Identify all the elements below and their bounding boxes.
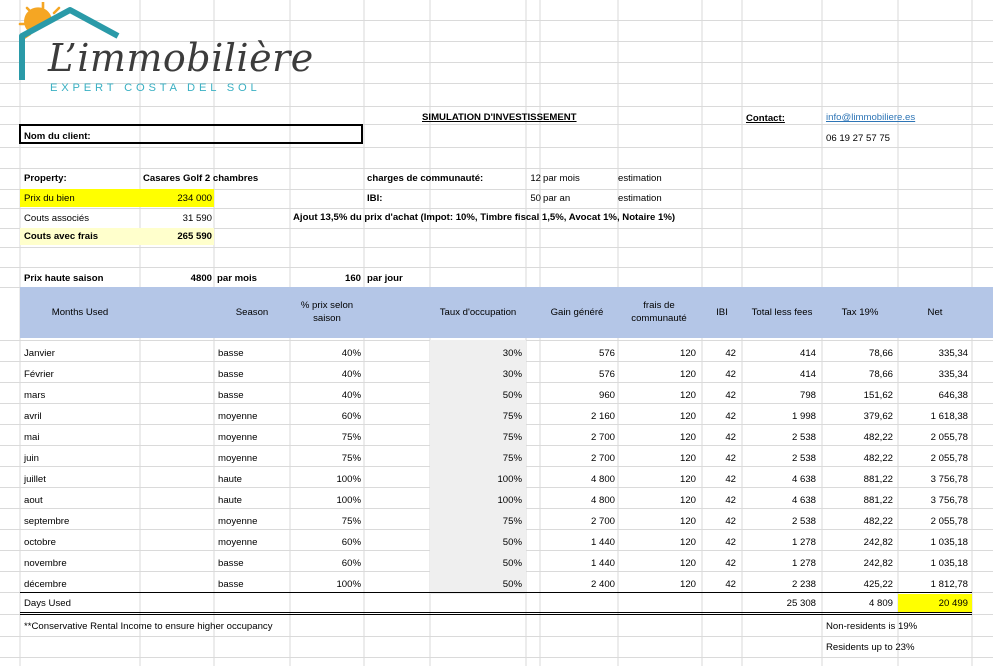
cell-tax: 379,62 <box>863 411 893 422</box>
prix-mois-unit: par mois <box>217 273 257 284</box>
prix-mois-value: 4800 <box>190 273 212 284</box>
prix-bien-value: 234 000 <box>177 193 212 204</box>
cell-frais: 120 <box>679 474 696 485</box>
cell-season: basse <box>218 348 244 359</box>
prix-jour-unit: par jour <box>367 273 403 284</box>
col-header-pct-prix: % prix selon saison <box>300 300 354 324</box>
cell-ibi: 42 <box>725 579 736 590</box>
cell-month: mars <box>24 390 46 401</box>
cell-frais: 120 <box>679 537 696 548</box>
cell-month: avril <box>24 411 42 422</box>
couts-frais-label: Couts avec frais <box>24 231 99 242</box>
cell-tax: 881,22 <box>863 495 893 506</box>
cell-tax: 482,22 <box>863 516 893 527</box>
contact-label: Contact: <box>746 113 785 124</box>
cell-gain: 960 <box>598 390 615 401</box>
cell-month: décembre <box>24 579 67 590</box>
totals-net: 20 499 <box>938 598 968 609</box>
col-header-frais: frais de communauté <box>631 300 687 324</box>
cell-tax: 482,22 <box>863 453 893 464</box>
cell-pct-prix: 75% <box>341 453 361 464</box>
cell-ibi: 42 <box>725 432 736 443</box>
brand-logo-title: L’immobilière <box>48 36 314 80</box>
totals-tax: 4 809 <box>868 598 893 609</box>
cell-frais: 120 <box>679 579 696 590</box>
cell-gain: 4 800 <box>590 495 615 506</box>
totals-bottom-border-2 <box>20 614 972 615</box>
ibi-note: estimation <box>618 193 662 204</box>
frais-note: Ajout 13,5% du prix d'achat (Impot: 10%, Timbre fiscal 1,5%, Avocat 1%, Notaire 1%) <box>293 212 676 223</box>
cell-season: moyenne <box>218 432 258 443</box>
col-header-occupation: Taux d'occupation <box>439 306 517 318</box>
cell-season: haute <box>218 495 243 506</box>
cell-net: 1 618,38 <box>930 411 968 422</box>
cell-season: haute <box>218 474 243 485</box>
col-header-months: Months Used <box>51 306 109 318</box>
cell-tax: 78,66 <box>868 348 893 359</box>
cell-gain: 1 440 <box>590 537 615 548</box>
cell-occupation: 30% <box>502 369 522 380</box>
footer-note: **Conservative Rental Income to ensure higher occupancy <box>24 621 273 632</box>
cell-gain: 2 700 <box>590 453 615 464</box>
cell-frais: 120 <box>679 453 696 464</box>
col-header-total: Total less fees <box>751 306 813 318</box>
prix-haute-saison-label: Prix haute saison <box>24 273 104 284</box>
charges-communaute-value: 12 <box>530 173 541 184</box>
brand-logo-subtitle: EXPERT COSTA DEL SOL <box>50 82 261 94</box>
ibi-unit: par an <box>543 193 571 204</box>
cell-season: basse <box>218 369 244 380</box>
cell-frais: 120 <box>679 495 696 506</box>
cell-season: moyenne <box>218 453 258 464</box>
cell-gain: 1 440 <box>590 558 615 569</box>
cell-pct-prix: 40% <box>341 348 361 359</box>
cell-ibi: 42 <box>725 537 736 548</box>
cell-total: 1 278 <box>791 558 816 569</box>
cell-month: novembre <box>24 558 67 569</box>
contact-phone: 06 19 27 57 75 <box>826 133 891 144</box>
ibi-value: 50 <box>530 193 541 204</box>
cell-pct-prix: 100% <box>336 474 361 485</box>
cell-gain: 2 700 <box>590 516 615 527</box>
cell-tax: 78,66 <box>868 369 893 380</box>
cell-tax: 242,82 <box>863 537 893 548</box>
col-header-ibi: IBI <box>716 306 728 318</box>
tax-resident-note: Residents up to 23% <box>826 642 915 653</box>
cell-total: 414 <box>799 348 816 359</box>
cell-season: moyenne <box>218 537 258 548</box>
couts-associes-label: Couts associés <box>24 213 90 224</box>
cell-occupation: 50% <box>502 579 522 590</box>
cell-ibi: 42 <box>725 348 736 359</box>
cell-net: 1 035,18 <box>930 558 968 569</box>
charges-communaute-label: charges de communauté: <box>367 173 484 184</box>
cell-gain: 2 400 <box>590 579 615 590</box>
cell-net: 335,34 <box>938 348 968 359</box>
cell-occupation: 100% <box>497 474 522 485</box>
cell-occupation: 75% <box>502 516 522 527</box>
col-header-tax: Tax 19% <box>841 306 879 318</box>
cell-tax: 881,22 <box>863 474 893 485</box>
col-header-season: Season <box>235 306 269 318</box>
totals-less-fees: 25 308 <box>786 598 816 609</box>
cell-occupation: 30% <box>502 348 522 359</box>
cell-frais: 120 <box>679 432 696 443</box>
cell-pct-prix: 100% <box>336 579 361 590</box>
cell-month: Février <box>24 369 54 380</box>
cell-frais: 120 <box>679 390 696 401</box>
contact-email-link[interactable]: info@limmobiliere.es <box>826 112 916 123</box>
cell-total: 2 538 <box>791 453 816 464</box>
totals-top-border <box>20 592 972 593</box>
prix-bien-label: Prix du bien <box>24 193 75 204</box>
cell-occupation: 50% <box>502 537 522 548</box>
cell-tax: 482,22 <box>863 432 893 443</box>
cell-net: 2 055,78 <box>930 453 968 464</box>
cell-pct-prix: 40% <box>341 369 361 380</box>
cell-ibi: 42 <box>725 516 736 527</box>
cell-pct-prix: 75% <box>341 516 361 527</box>
cell-occupation: 100% <box>497 495 522 506</box>
cell-net: 1 812,78 <box>930 579 968 590</box>
cell-occupation: 75% <box>502 432 522 443</box>
cell-month: octobre <box>24 537 56 548</box>
cell-total: 4 638 <box>791 495 816 506</box>
col-header-gain: Gain généré <box>550 306 604 318</box>
cell-month: septembre <box>24 516 70 527</box>
property-value: Casares Golf 2 chambres <box>143 173 259 184</box>
cell-month: juillet <box>24 474 46 485</box>
cell-tax: 242,82 <box>863 558 893 569</box>
cell-gain: 2 160 <box>590 411 615 422</box>
cell-occupation: 50% <box>502 390 522 401</box>
col-header-net: Net <box>927 306 943 318</box>
cell-pct-prix: 60% <box>341 411 361 422</box>
cell-total: 414 <box>799 369 816 380</box>
cell-month: Janvier <box>24 348 55 359</box>
sheet-title: SIMULATION D'INVESTISSEMENT <box>422 112 577 123</box>
cell-season: basse <box>218 558 244 569</box>
cell-net: 2 055,78 <box>930 432 968 443</box>
cell-month: mai <box>24 432 40 443</box>
cell-frais: 120 <box>679 369 696 380</box>
cell-ibi: 42 <box>725 390 736 401</box>
cell-ibi: 42 <box>725 453 736 464</box>
cell-net: 335,34 <box>938 369 968 380</box>
charges-communaute-unit: par mois <box>543 173 580 184</box>
cell-total: 2 238 <box>791 579 816 590</box>
cell-frais: 120 <box>679 348 696 359</box>
charges-communaute-note: estimation <box>618 173 662 184</box>
cell-pct-prix: 100% <box>336 495 361 506</box>
cell-gain: 576 <box>598 348 615 359</box>
cell-season: basse <box>218 579 244 590</box>
cell-total: 4 638 <box>791 474 816 485</box>
tax-nonresident-note: Non-residents is 19% <box>826 621 918 632</box>
client-name-label: Nom du client: <box>24 131 91 142</box>
cell-ibi: 42 <box>725 558 736 569</box>
cell-frais: 120 <box>679 558 696 569</box>
cell-pct-prix: 60% <box>341 537 361 548</box>
cell-net: 3 756,78 <box>930 474 968 485</box>
cell-frais: 120 <box>679 411 696 422</box>
cell-pct-prix: 75% <box>341 432 361 443</box>
cell-net: 2 055,78 <box>930 516 968 527</box>
cell-occupation: 75% <box>502 453 522 464</box>
cell-total: 1 278 <box>791 537 816 548</box>
cell-month: aout <box>24 495 43 506</box>
cell-total: 2 538 <box>791 516 816 527</box>
couts-frais-value: 265 590 <box>177 231 212 242</box>
cell-total: 798 <box>799 390 816 401</box>
cell-pct-prix: 40% <box>341 390 361 401</box>
cell-total: 2 538 <box>791 432 816 443</box>
cell-tax: 425,22 <box>863 579 893 590</box>
cell-tax: 151,62 <box>863 390 893 401</box>
totals-bottom-border-1 <box>20 612 972 613</box>
ibi-label: IBI: <box>367 193 383 204</box>
cell-net: 1 035,18 <box>930 537 968 548</box>
property-label: Property: <box>24 173 67 184</box>
cell-gain: 2 700 <box>590 432 615 443</box>
cell-season: moyenne <box>218 411 258 422</box>
cell-pct-prix: 60% <box>341 558 361 569</box>
cell-gain: 4 800 <box>590 474 615 485</box>
cell-gain: 576 <box>598 369 615 380</box>
cell-net: 646,38 <box>938 390 968 401</box>
cell-occupation: 75% <box>502 411 522 422</box>
cell-net: 3 756,78 <box>930 495 968 506</box>
cell-ibi: 42 <box>725 369 736 380</box>
totals-label: Days Used <box>24 598 71 609</box>
cell-month: juin <box>24 453 39 464</box>
cell-ibi: 42 <box>725 495 736 506</box>
prix-jour-value: 160 <box>344 273 361 284</box>
cell-total: 1 998 <box>791 411 816 422</box>
cell-season: moyenne <box>218 516 258 527</box>
cell-frais: 120 <box>679 516 696 527</box>
cell-season: basse <box>218 390 244 401</box>
cell-ibi: 42 <box>725 474 736 485</box>
couts-associes-value: 31 590 <box>182 213 212 224</box>
cell-occupation: 50% <box>502 558 522 569</box>
cell-ibi: 42 <box>725 411 736 422</box>
